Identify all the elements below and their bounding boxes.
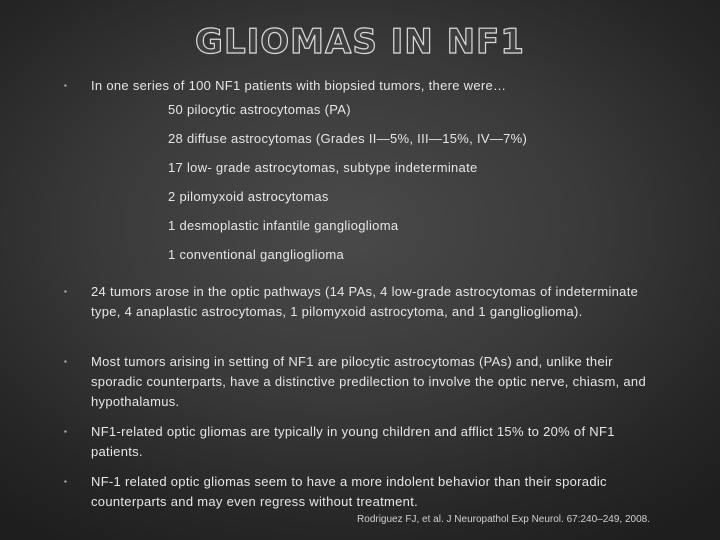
bullet-young-children: [64, 422, 664, 462]
list-item: 50 pilocytic astrocytomas (PA): [168, 102, 351, 117]
bullet-intro: [64, 76, 664, 96]
bullet-intro-text: In one series of 100 NF1 patients with biopsied tumors, there were…: [91, 78, 507, 93]
list-item: 1 conventional ganglioglioma: [168, 247, 345, 262]
square-bullet-icon: ▪: [64, 477, 68, 486]
bullet-text: NF-1 related optic gliomas seem to have a more indolent behavior than their sporadic counterparts and may even regress without treatment.: [91, 474, 607, 509]
tumor-breakdown-list: [168, 100, 668, 274]
bullet-text: Most tumors arising in setting of NF1 are pilocytic astrocytomas (PAs) and, unlike their sporadic counterparts, have a distinctive predilection to involve the optic nerve, chiasm, and hypothalamus.: [91, 354, 646, 409]
citation: Rodriguez FJ, et al. J Neuropathol Exp Neurol. 67:240–249, 2008.: [357, 514, 650, 525]
square-bullet-icon: ▪: [64, 427, 68, 436]
list-item: 28 diffuse astrocytomas (Grades II—5%, III—15%, IV—7%): [168, 131, 528, 146]
square-bullet-icon: ▪: [64, 357, 68, 366]
square-bullet-icon: ▪: [64, 287, 68, 296]
slide-title: GLIOMAS IN NF1: [195, 22, 525, 62]
square-bullet-icon: ▪: [64, 81, 68, 90]
bullet-text: 24 tumors arose in the optic pathways (14 PAs, 4 low-grade astrocytomas of indeterminate type, 4 anaplastic astrocytomas, 1 pilomyxoid astrocytoma, and 1 ganglioglioma).: [91, 284, 639, 319]
bullet-text: NF1-related optic gliomas are typically in young children and afflict 15% to 20% of NF1 patients.: [91, 424, 615, 459]
bullet-pilocytic: [64, 352, 664, 412]
bullet-optic-pathways: [64, 282, 664, 322]
bullet-indolent: [64, 472, 664, 512]
list-item: 17 low- grade astrocytomas, subtype indeterminate: [168, 160, 478, 175]
list-item: 2 pilomyxoid astrocytomas: [168, 189, 329, 204]
list-item: 1 desmoplastic infantile ganglioglioma: [168, 218, 399, 233]
